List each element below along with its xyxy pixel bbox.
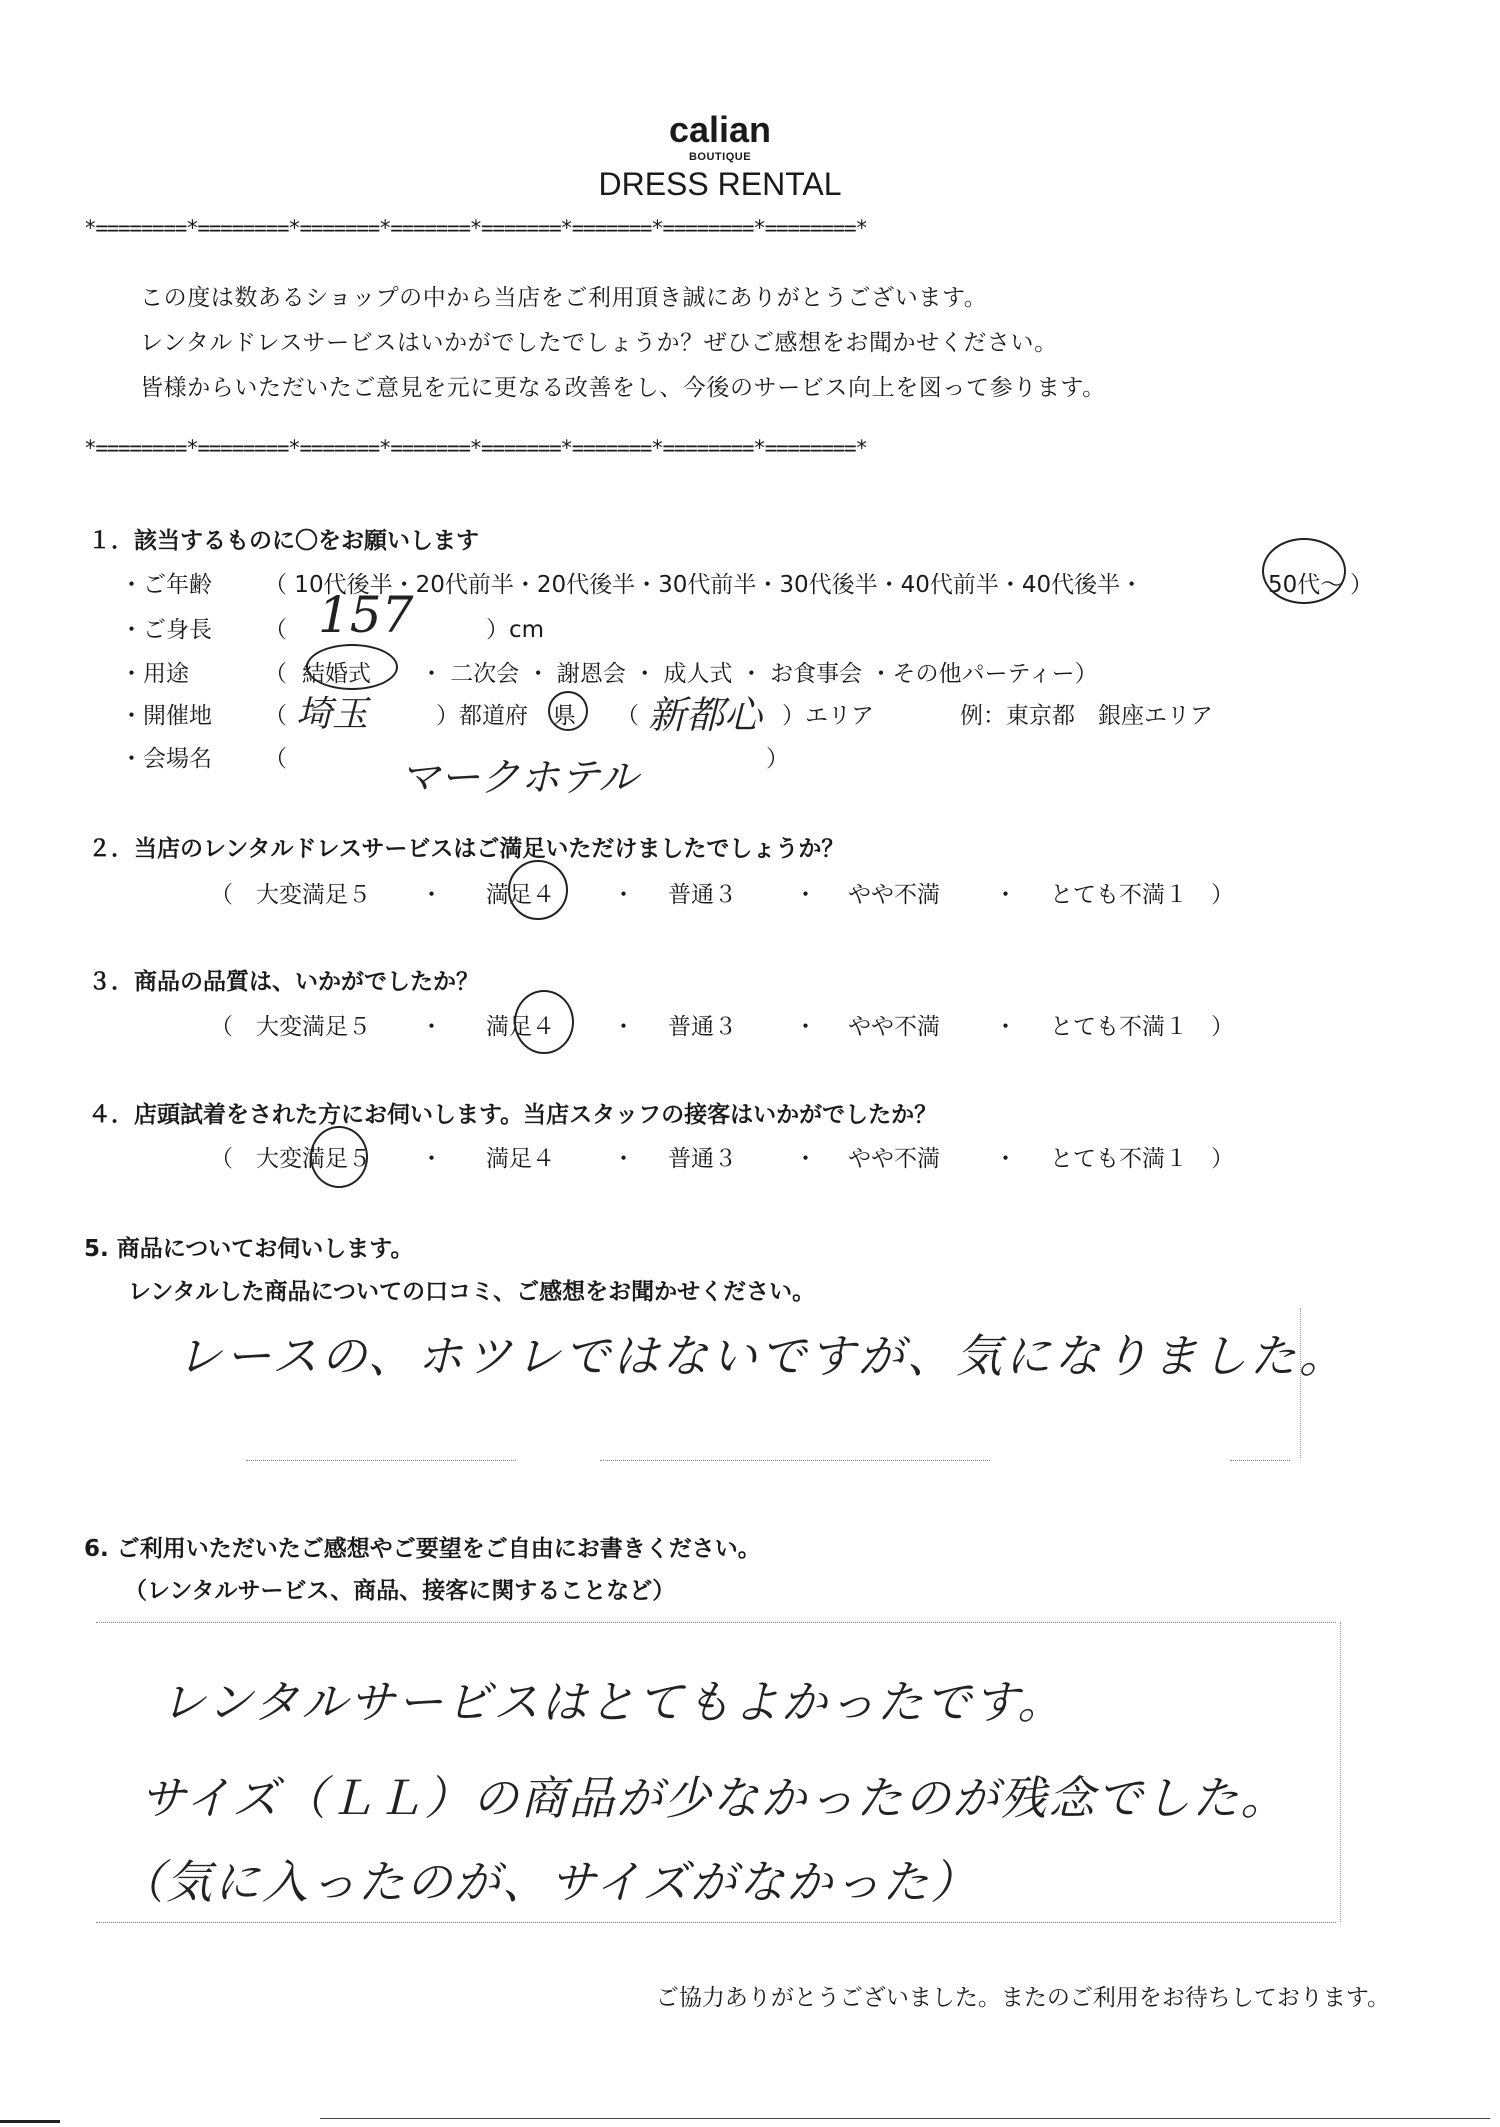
q4-selection-circle: [310, 1126, 368, 1188]
q6-answer-line-3: （気に入ったのが、サイズがなかった）: [118, 1855, 979, 1909]
q2-scale-4: やや不満: [848, 882, 940, 908]
prefecture-value: 埼玉: [296, 694, 369, 735]
q3-scale-2: 満足４: [486, 1014, 555, 1040]
q3-scale-1: （ 大変満足５: [210, 1014, 371, 1040]
q5-subtitle: レンタルした商品についての口コミ、ご感想をお聞かせください。: [128, 1279, 816, 1305]
q5-box-bottom-2: [600, 1460, 990, 1461]
brand-logo: calian: [668, 109, 772, 150]
q2-scale-dot-1: ・: [420, 882, 443, 908]
q4-scale-dot-3: ・: [794, 1146, 817, 1172]
purpose-rest: ・ 二次会 ・ 謝恩会 ・ 成人式 ・ お食事会 ・その他パーティー）: [420, 661, 1098, 687]
area-open: （: [616, 703, 639, 729]
q4-scale-1: （ 大変満足５: [210, 1146, 371, 1172]
bottom-rule: [320, 2118, 1490, 2119]
intro-line-1: この度は数あるショップの中から当店をご利用頂き誠にありがとうございます。: [140, 285, 988, 311]
area-suffix: ）エリア: [782, 703, 874, 729]
age-label: ・ご年齢: [120, 572, 212, 598]
height-value: 157: [318, 586, 414, 644]
q3-selection-circle: [514, 990, 574, 1054]
height-label: ・ご身長: [120, 617, 212, 643]
q2-title: ２．当店のレンタルドレスサービスはご満足いただけましたでしょうか？: [88, 836, 845, 862]
q5-box-bottom-3: [1230, 1460, 1290, 1461]
q3-scale-5: とても不満１ ）: [1050, 1014, 1234, 1040]
q6-subtitle: （レンタルサービス、商品、接客に関することなど）: [124, 1578, 676, 1604]
q2-scale-dot-2: ・: [612, 882, 635, 908]
prefecture-circled: 県: [553, 703, 576, 729]
age-close: ）: [1350, 572, 1373, 598]
q3-scale-3: 普通３: [668, 1014, 737, 1040]
q2-scale-1: （ 大変満足５: [210, 882, 371, 908]
hall-close: ）: [766, 746, 789, 772]
divider-top: *========*========*=======*=======*=======*=======*========*========*: [84, 216, 867, 240]
age-options: （ 10代後半・20代前半・20代後半・30代前半・30代後半・40代前半・40代後半・: [264, 572, 1144, 598]
prefecture-circle: [548, 691, 588, 731]
q2-scale-2: 満足４: [486, 882, 555, 908]
q6-title: 6. ご利用いただいたご感想やご要望をご自由にお書きください。: [84, 1536, 761, 1562]
q4-scale-dot-2: ・: [612, 1146, 635, 1172]
hall-value: マークホテル: [400, 755, 638, 801]
q6-box-right-edge: [1340, 1622, 1341, 1922]
purpose-label: ・用途: [120, 661, 189, 687]
corner-mark: [0, 2120, 60, 2123]
q1-title: １．該当するものに〇をお願いします: [88, 528, 479, 554]
q6-box-bottom: [96, 1922, 1336, 1923]
footer-thanks: ご協力ありがとうございました。またのご利用をお待ちしております。: [655, 1985, 1390, 2011]
q4-title: ４．店頭試着をされた方にお伺いします。当店スタッフの接客はいかがでしたか？: [88, 1102, 938, 1128]
q2-scale-dot-4: ・: [994, 882, 1017, 908]
page-title: DRESS RENTAL: [598, 166, 842, 202]
q4-scale-5: とても不満１ ）: [1050, 1146, 1234, 1172]
q5-box-right-edge: [1300, 1308, 1301, 1458]
purpose-open: （: [264, 661, 287, 687]
q4-scale-4: やや不満: [848, 1146, 940, 1172]
intro-line-2: レンタルドレスサービスはいかがでしたでしょうか？ぜひご感想をお聞かせください。: [140, 330, 1058, 356]
q3-scale-dot-2: ・: [612, 1014, 635, 1040]
intro-line-3: 皆様からいただいたご意見を元に更なる改善をし、今後のサービス向上を図って参ります。: [140, 375, 1106, 401]
q5-answer: レースの、ホツレではないですが、気になりました。: [176, 1329, 1348, 1383]
area-value: 新都心: [648, 693, 763, 737]
purpose-selected: 結婚式: [302, 661, 371, 687]
q2-scale-3: 普通３: [668, 882, 737, 908]
hall-label: ・会場名: [120, 746, 212, 772]
venue-open: （: [264, 703, 287, 729]
prefecture-suffix: ）都道府: [436, 703, 528, 729]
q4-scale-3: 普通３: [668, 1146, 737, 1172]
q5-title: 5. 商品についてお伺いします。: [84, 1236, 414, 1262]
venue-label: ・開催地: [120, 703, 212, 729]
age-selected: 50代〜: [1268, 572, 1344, 598]
q2-scale-5: とても不満１ ）: [1050, 882, 1234, 908]
q4-scale-2: 満足４: [486, 1146, 555, 1172]
q5-box-bottom-1: [246, 1460, 516, 1461]
q3-scale-dot-3: ・: [794, 1014, 817, 1040]
q6-answer-line-2: サイズ（ＬＬ）の商品が少なかったのが残念でした。: [140, 1771, 1289, 1825]
venue-example: 例：東京都 銀座エリア: [960, 703, 1213, 729]
q4-scale-dot-1: ・: [420, 1146, 443, 1172]
q3-title: ３．商品の品質は、いかがでしたか？: [88, 969, 479, 995]
brand-subtitle: BOUTIQUE: [688, 151, 752, 163]
height-open: （: [264, 617, 287, 643]
hall-open: （: [264, 746, 287, 772]
q6-box-top: [96, 1622, 1336, 1623]
divider-bottom: *========*========*=======*=======*=======*=======*========*========*: [84, 436, 867, 460]
height-unit: ）cm: [486, 617, 545, 643]
q3-scale-4: やや不満: [848, 1014, 940, 1040]
q2-selection-circle: [508, 860, 568, 920]
q2-scale-dot-3: ・: [794, 882, 817, 908]
q4-scale-dot-4: ・: [994, 1146, 1017, 1172]
q3-scale-dot-4: ・: [994, 1014, 1017, 1040]
q3-scale-dot-1: ・: [420, 1014, 443, 1040]
age-selection-circle: [1262, 538, 1346, 604]
q6-answer-line-1: レンタルサービスはとてもよかったです。: [160, 1675, 1066, 1729]
purpose-selection-circle: [306, 644, 398, 690]
